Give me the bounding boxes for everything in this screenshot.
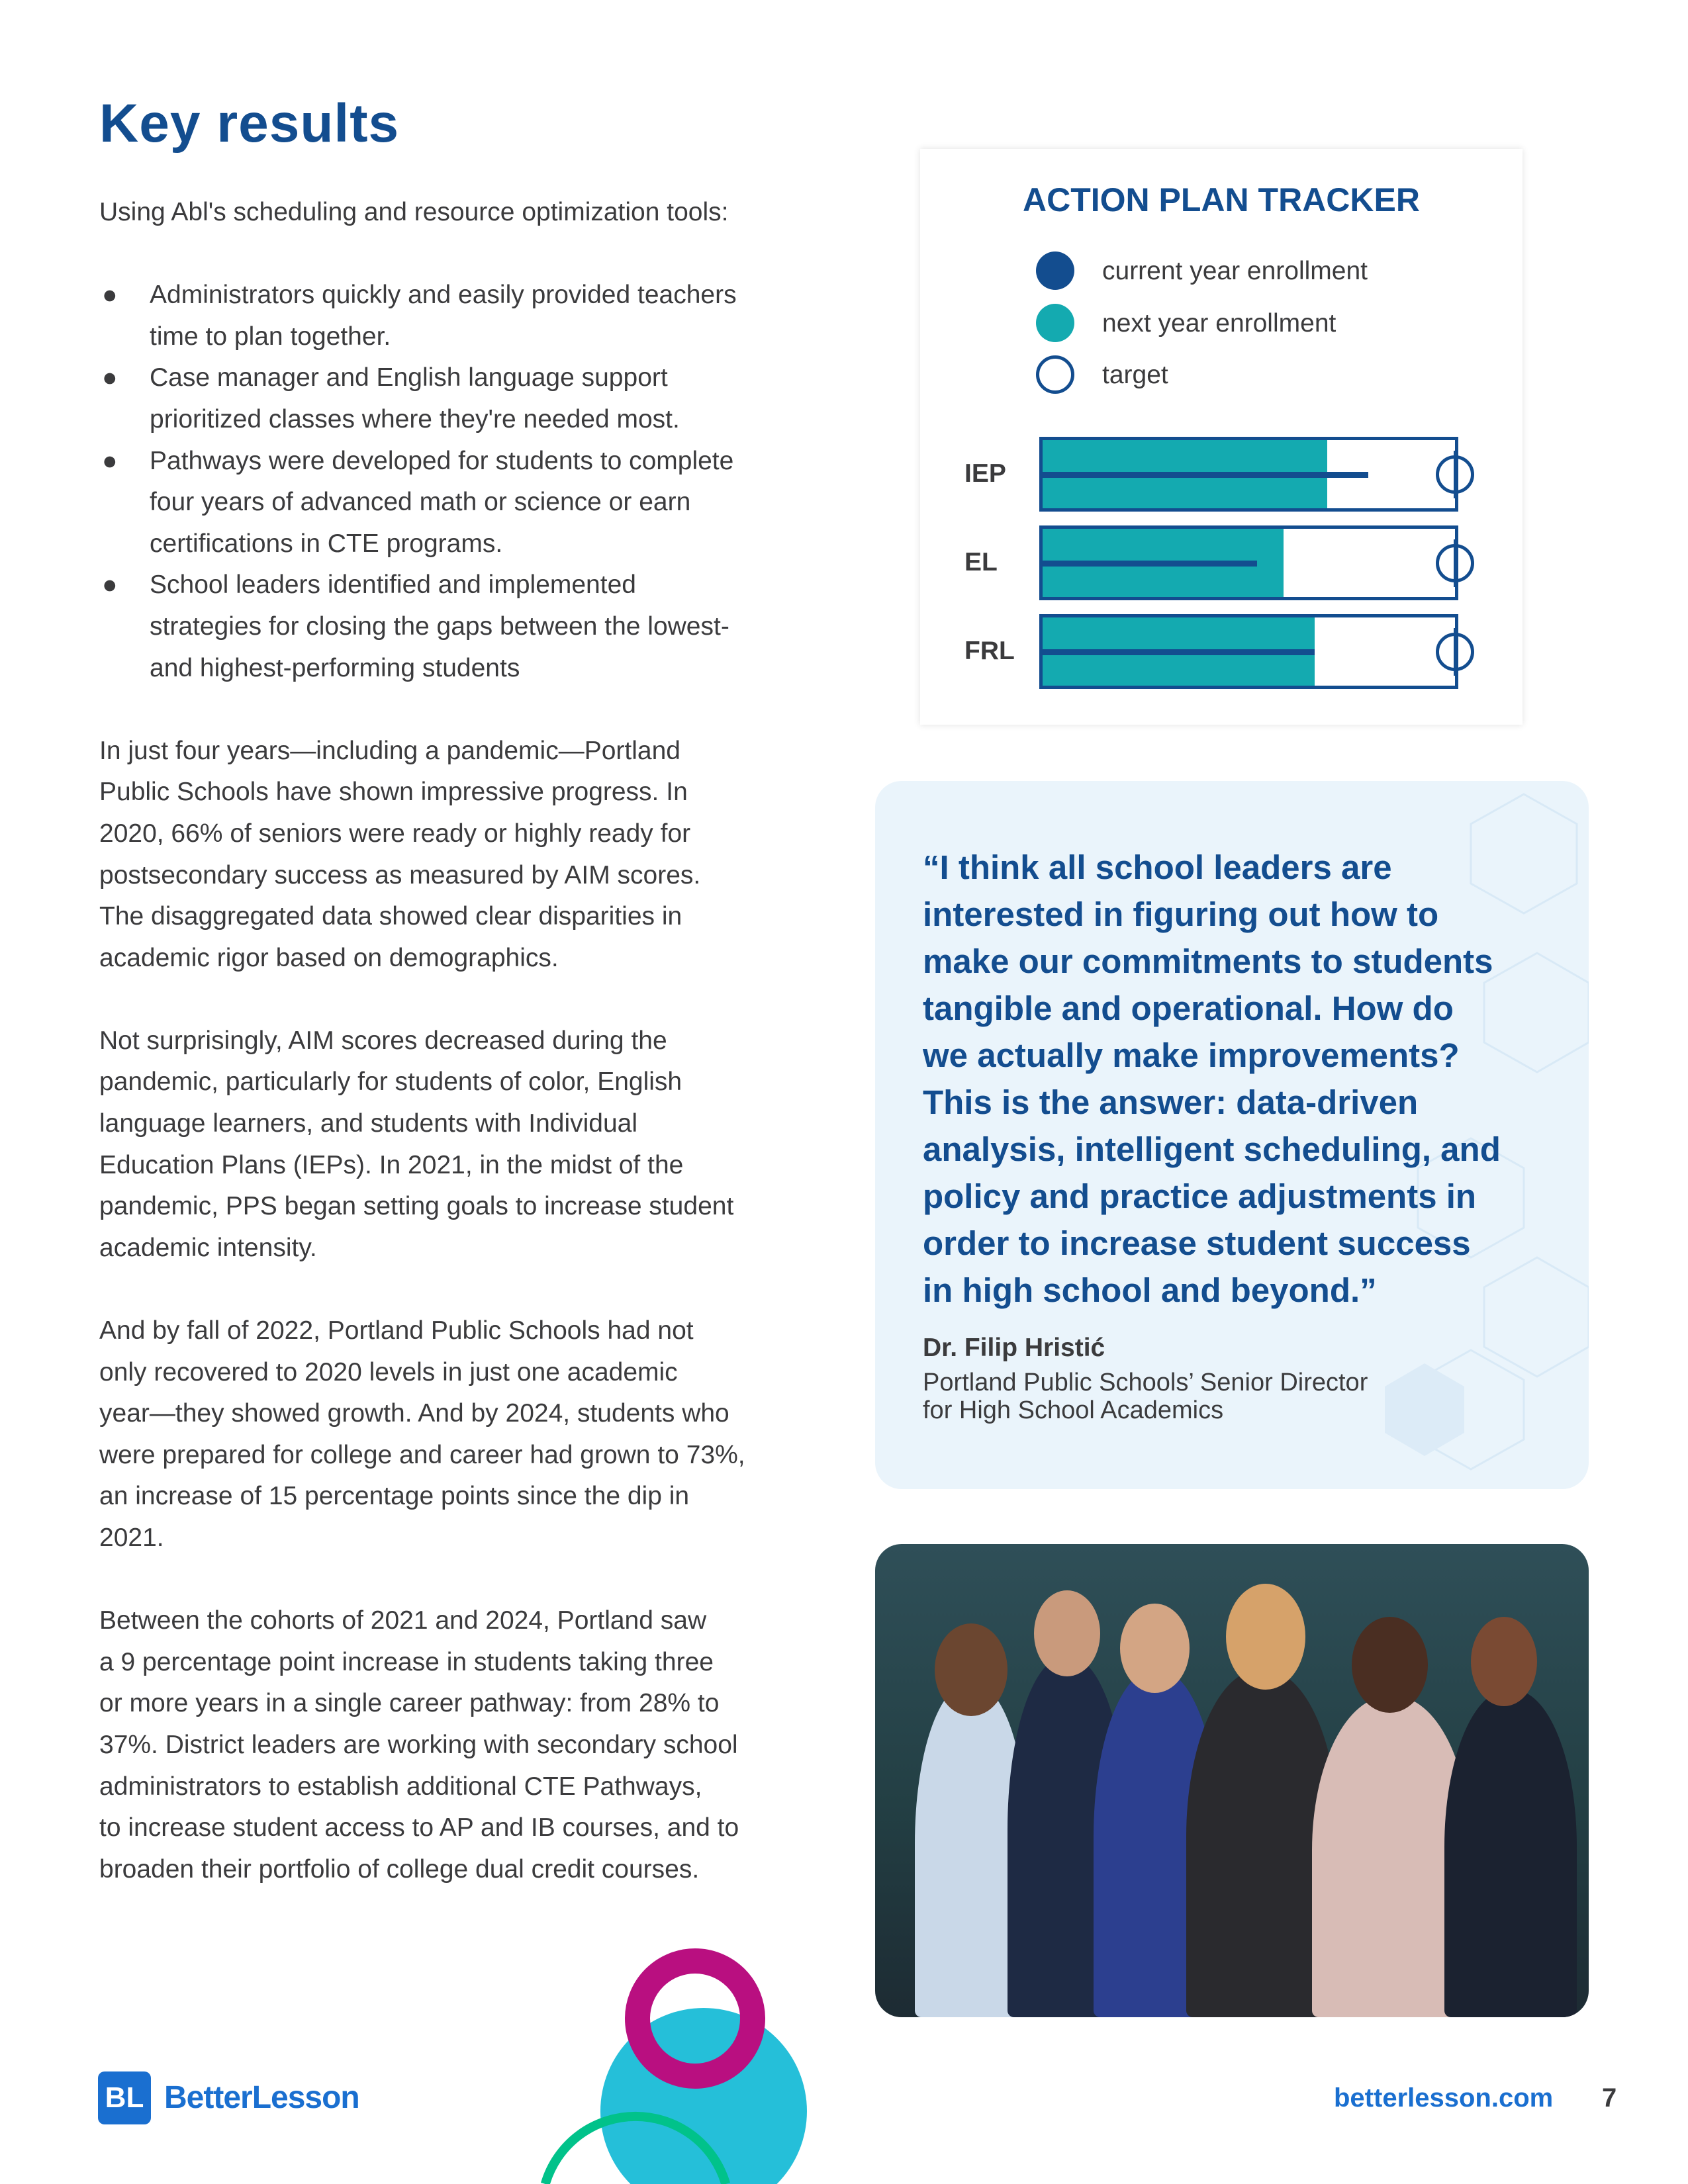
quote-card — [875, 781, 1589, 1489]
paragraph-line: a 9 percentage point increase in students taking three — [99, 1647, 714, 1676]
quote-line: interested in figuring out how to — [923, 895, 1439, 933]
action-plan-tracker-chart — [920, 149, 1523, 725]
quote-line: tangible and operational. How do — [923, 989, 1454, 1027]
paragraph-line: Public Schools have shown impressive progress. In — [99, 778, 688, 807]
chart-title: ACTION PLAN TRACKER — [1023, 181, 1420, 218]
bullet-line: and highest-performing students — [150, 653, 520, 682]
target-marker-icon — [1436, 455, 1474, 494]
person-head — [935, 1623, 1008, 1716]
bullet-icon: ● — [102, 363, 118, 392]
paragraph-line: 2020, 66% of seniors were ready or highly ready for — [99, 819, 691, 848]
paragraph-line: The disaggregated data showed clear disparities in — [99, 902, 682, 931]
bullet-line: Case manager and English language support — [150, 363, 668, 392]
spacer — [99, 689, 827, 731]
paragraph-line: were prepared for college and career had grown to 73%, — [99, 1440, 745, 1469]
bar-row-el — [920, 525, 1523, 605]
bullet-item — [99, 275, 827, 357]
paragraph-line: 2021. — [99, 1524, 164, 1552]
paragraph-line: 37%. District leaders are working with secondary school — [99, 1730, 738, 1759]
paragraph-line: broaden their portfolio of college dual credit courses. — [99, 1854, 700, 1884]
bullet-line: strategies for closing the gaps between the lowest- — [150, 612, 729, 641]
legend-label: target — [1102, 361, 1168, 389]
quote-line: order to increase student success — [923, 1224, 1471, 1262]
paragraph-line: only recovered to 2020 levels in just one academic — [99, 1357, 678, 1387]
quote-line: in high school and beyond.” — [923, 1271, 1377, 1309]
bar-track — [1039, 525, 1458, 600]
paragraph-line: or more years in a single career pathway: from 28% to — [99, 1689, 720, 1718]
bar-row-iep — [920, 437, 1523, 516]
logo-text: BetterLesson — [164, 2080, 359, 2115]
quote-line: we actually make improvements? — [923, 1036, 1460, 1074]
person-head — [1471, 1617, 1537, 1706]
bullet-line: Administrators quickly and easily provided teachers — [150, 281, 737, 310]
paragraph-line: And by fall of 2022, Portland Public Schools had not — [99, 1316, 694, 1345]
person-head — [1120, 1604, 1190, 1693]
logo-mark: BL — [98, 2071, 151, 2124]
current-year-line — [1043, 561, 1257, 567]
quote-line: This is the answer: data-driven — [923, 1083, 1419, 1121]
paragraph-line: academic intensity. — [99, 1233, 317, 1262]
bullet-line: School leaders identified and implemented — [150, 570, 636, 600]
group-photo — [875, 1544, 1589, 2017]
paragraph — [99, 1021, 827, 1269]
paragraph-line: In just four years—including a pandemic—Portland — [99, 736, 680, 765]
body-text — [99, 192, 827, 1890]
bullet-item — [99, 441, 827, 565]
paragraph-line: pandemic, PPS began setting goals to increase student — [99, 1192, 734, 1221]
betterlesson-logo[interactable] — [98, 2071, 376, 2124]
bullet-line: Pathways were developed for students to complete — [150, 446, 734, 475]
current-year-line — [1043, 472, 1368, 478]
quote-line: policy and practice adjustments in — [923, 1177, 1477, 1215]
page-number: 7 — [1602, 2083, 1617, 2113]
legend-open-circle-icon — [1036, 355, 1074, 394]
paragraph-line: Between the cohorts of 2021 and 2024, Portland saw — [99, 1606, 707, 1635]
paragraph — [99, 1600, 827, 1890]
quote-text — [923, 844, 1501, 1314]
bar-track — [1039, 437, 1458, 512]
bullet-item — [99, 565, 827, 689]
bullet-icon: ● — [102, 281, 118, 310]
bar-row-frl — [920, 614, 1523, 694]
bullet-line: certifications in CTE programs. — [150, 529, 503, 558]
spacer — [99, 1559, 827, 1601]
quote-role-line: Portland Public Schools’ Senior Director — [923, 1369, 1368, 1396]
target-marker-icon — [1436, 544, 1474, 582]
person-head — [1352, 1617, 1428, 1713]
paragraph-line: administrators to establish additional CTE Pathways, — [99, 1772, 702, 1801]
spacer — [99, 979, 827, 1021]
paragraph-line: Not surprisingly, AIM scores decreased during the — [99, 1026, 667, 1055]
bar-category-label: EL — [964, 548, 998, 576]
person-head — [1034, 1590, 1100, 1676]
bullet-line: four years of advanced math or science or earn — [150, 488, 691, 517]
bullet-icon: ● — [102, 446, 118, 475]
paragraph-line: postsecondary success as measured by AIM scores. — [99, 860, 701, 889]
bullet-line: time to plan together. — [150, 322, 391, 351]
target-marker-icon — [1436, 633, 1474, 671]
paragraph-line: pandemic, particularly for students of color, English — [99, 1068, 682, 1097]
spacer — [99, 1269, 827, 1310]
paragraph — [99, 1310, 827, 1559]
paragraph-line: language learners, and students with Individual — [99, 1109, 638, 1138]
spacer — [99, 234, 827, 275]
bullet-icon: ● — [102, 570, 118, 600]
quote-role-line: for High School Academics — [923, 1396, 1224, 1424]
bar-category-label: IEP — [964, 459, 1006, 488]
decorative-circles-icon — [516, 1933, 834, 2184]
bullet-item — [99, 357, 827, 440]
paragraph — [99, 731, 827, 979]
paragraph-line: to increase student access to AP and IB courses, and to — [99, 1813, 739, 1843]
quote-author-role — [923, 1369, 1368, 1424]
quote-line: make our commitments to students — [923, 942, 1493, 980]
quote-line: analysis, intelligent scheduling, and — [923, 1130, 1501, 1168]
legend-label: next year enrollment — [1102, 309, 1336, 338]
quote-author-name: Dr. Filip Hristić — [923, 1334, 1105, 1362]
current-year-line — [1043, 649, 1315, 655]
person-figure — [1444, 1690, 1577, 2017]
person-head — [1226, 1584, 1305, 1690]
page-title: Key results — [99, 93, 400, 154]
quote-line: “I think all school leaders are — [923, 848, 1392, 886]
bar-track — [1039, 614, 1458, 689]
paragraph-line: academic rigor based on demographics. — [99, 943, 559, 972]
bar-category-label: FRL — [964, 637, 1015, 665]
website-link[interactable]: betterlesson.com — [1334, 2083, 1554, 2113]
legend-filled-dark-circle-icon — [1036, 251, 1074, 290]
intro-line: Using Abl's scheduling and resource optimization tools: — [99, 198, 729, 226]
bullet-line: prioritized classes where they're needed most. — [150, 404, 680, 433]
legend-filled-teal-circle-icon — [1036, 304, 1074, 342]
paragraph-line: Education Plans (IEPs). In 2021, in the midst of the — [99, 1150, 684, 1179]
paragraph-line: an increase of 15 percentage points since the dip in — [99, 1482, 690, 1511]
legend-label: current year enrollment — [1102, 257, 1368, 285]
paragraph-line: year—they showed growth. And by 2024, students who — [99, 1399, 729, 1428]
